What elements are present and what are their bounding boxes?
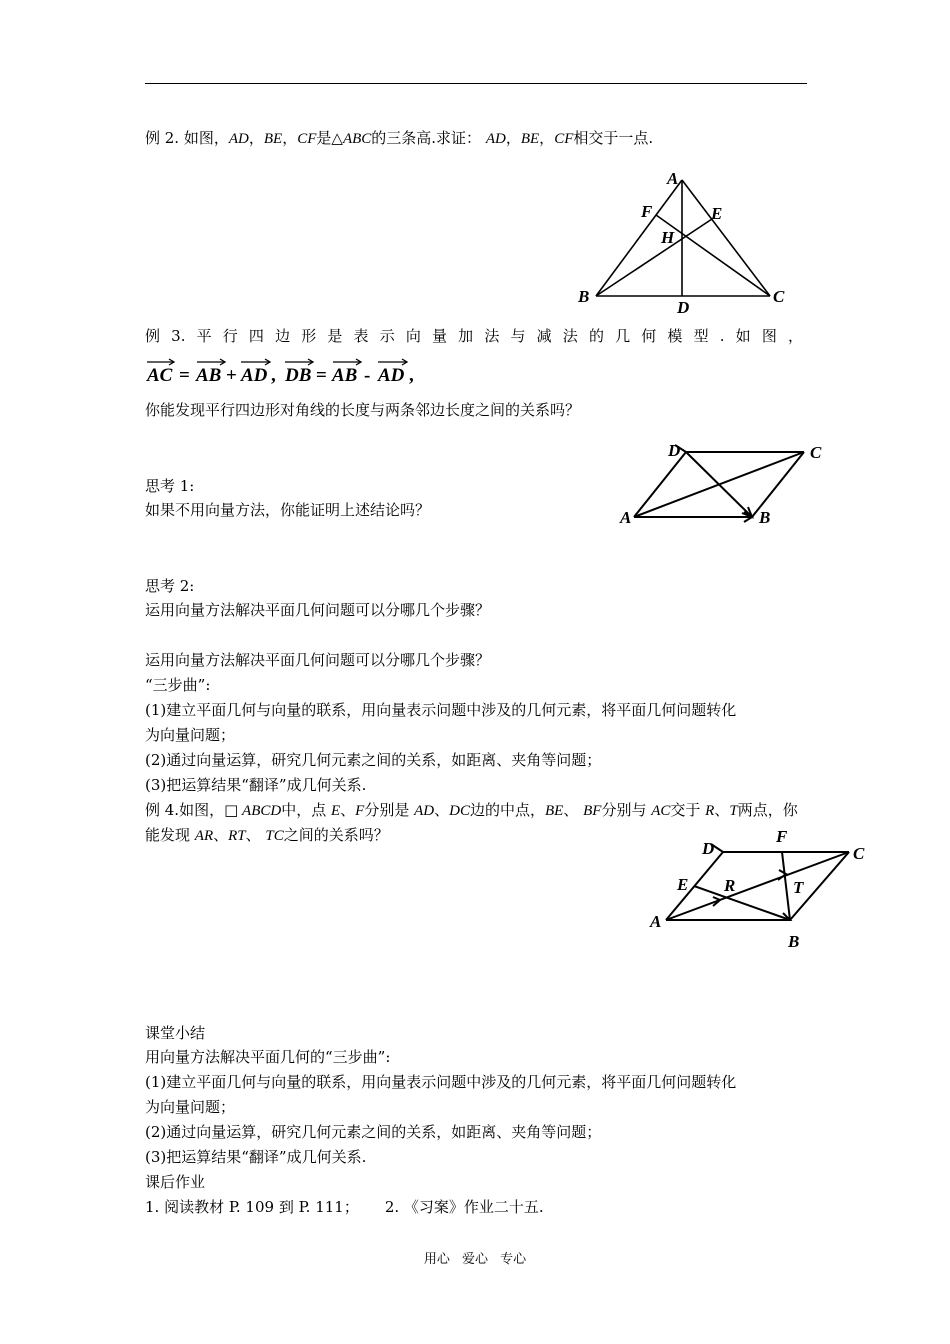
ex3-word: 形	[301, 327, 317, 345]
ex3-word: 图	[761, 327, 777, 345]
ex2-sep3: ，	[505, 129, 521, 147]
homework-items	[145, 1197, 544, 1217]
ex3-word: 法	[562, 327, 578, 345]
ex4-e: E	[330, 803, 341, 819]
side-ac	[682, 180, 770, 296]
parallelogram-figure	[615, 438, 830, 533]
ex3-word: 的	[588, 327, 604, 345]
homework-item-2: 2. 《习案》作业二十五.	[384, 1198, 544, 1216]
ex4-t: T	[729, 803, 738, 819]
label-c: C	[810, 443, 822, 462]
formula-comma: ,	[271, 365, 276, 386]
example-4-line-2	[145, 825, 389, 846]
label-h: H	[661, 228, 675, 247]
steps-step-1b: 为向量问题；	[145, 726, 236, 744]
ex4-text: 、	[213, 826, 229, 844]
ex3-word: 加	[458, 327, 474, 345]
ex4-ar: AR	[194, 828, 214, 844]
ex4-bf: BF	[583, 803, 602, 819]
ex3-word: 示	[379, 327, 395, 345]
label-a: A	[667, 169, 679, 188]
ex2-ad2: AD	[485, 131, 506, 147]
ex3-word: 行	[222, 327, 238, 345]
ex4-text: 之间的关系吗？	[283, 826, 389, 844]
formula-plus: +	[226, 365, 237, 386]
ex3-word: 减	[536, 327, 552, 345]
ex3-word: 何	[641, 327, 657, 345]
formula-ad: AD	[241, 365, 268, 386]
label-f: F	[776, 827, 788, 846]
ex3-word: 向	[405, 327, 421, 345]
ex2-mid2: 的三条高.求证：	[371, 129, 486, 147]
label-c: C	[853, 844, 865, 863]
formula-minus: -	[364, 365, 371, 386]
label-f: F	[641, 202, 653, 221]
ex3-word: 四	[248, 327, 264, 345]
header-rule	[145, 83, 807, 84]
summary-step-3: (3)把运算结果“翻译”成几何关系.	[145, 1148, 367, 1166]
ex4-text: 边的中点，	[469, 801, 545, 819]
homework-item-1: 1. 阅读教材 P. 109 到 P. 111；	[145, 1198, 359, 1216]
ex4-r: R	[705, 803, 715, 819]
ex3-word: 法	[484, 327, 500, 345]
think-1-text: 如果不用向量方法，你能证明上述结论吗？	[145, 501, 431, 519]
steps-question: 运用向量方法解决平面几何问题可以分哪几个步骤？	[145, 651, 491, 669]
steps-step-1a: (1)建立平面几何与向量的联系，用向量表示问题中涉及的几何元素，将平面几何问题转化	[145, 701, 737, 719]
ex4-f: F	[355, 803, 365, 819]
example-2-statement	[145, 128, 653, 149]
label-d: D	[677, 298, 690, 317]
ex2-abc: ABC	[342, 131, 372, 147]
triangle-figure	[570, 165, 800, 320]
label-r: R	[724, 876, 736, 895]
label-e: E	[711, 204, 723, 223]
label-c: C	[773, 287, 785, 306]
ex2-sep2: ，	[282, 129, 298, 147]
ex2-sep4: ，	[539, 129, 555, 147]
ex3-word: ，	[787, 327, 803, 345]
vector-formula	[145, 358, 445, 388]
ex4-text: 例 4.如图，	[145, 801, 225, 819]
example-4-line-1	[145, 800, 798, 821]
summary-step-1b: 为向量问题；	[145, 1098, 236, 1116]
summary-title: 课堂小结	[145, 1024, 206, 1042]
formula-ad2: AD	[378, 365, 405, 386]
ex4-text: 能发现	[145, 826, 195, 844]
label-b: B	[578, 287, 590, 306]
ex2-cf: CF	[297, 131, 317, 147]
example-3-statement	[145, 326, 803, 346]
summary-lead: 用向量方法解决平面几何的“三步曲”:	[145, 1048, 391, 1066]
ex4-text: 交于	[670, 801, 706, 819]
ex4-rt: RT	[228, 828, 246, 844]
ex4-tc: TC	[265, 828, 284, 844]
ex4-ad: AD	[414, 803, 435, 819]
ex3-word: 例	[145, 327, 161, 345]
ex3-question: 你能发现平行四边形对角线的长度与两条邻边长度之间的关系吗？	[145, 401, 581, 419]
ex2-be: BE	[263, 131, 283, 147]
steps-step-3: (3)把运算结果“翻译”成几何关系.	[145, 776, 367, 794]
ex2-prefix: 例 2. 如图，	[145, 129, 229, 147]
ex3-word: 几	[615, 327, 631, 345]
page-footer	[0, 1248, 950, 1267]
ex3-word: 量	[432, 327, 448, 345]
ex3-word: 表	[353, 327, 369, 345]
ex4-text: 、	[245, 826, 266, 844]
ex4-text: 两点，你	[737, 801, 798, 819]
ex3-word: .	[719, 327, 725, 345]
label-b: B	[759, 508, 771, 527]
ex4-text: 、	[434, 801, 450, 819]
formula-eq2: =	[316, 365, 327, 386]
formula-ac: AC	[147, 365, 173, 386]
ex2-tail: 相交于一点.	[573, 129, 654, 147]
formula-eq: =	[179, 365, 190, 386]
formula-comma2: ,	[409, 365, 414, 386]
ex3-word: 边	[275, 327, 291, 345]
ex3-word: 平	[196, 327, 212, 345]
ex3-word: 型	[693, 327, 709, 345]
ex4-abcd: ABCD	[238, 803, 282, 819]
label-e: E	[677, 875, 689, 894]
ex4-text: 分别与	[601, 801, 652, 819]
formula-ab2: AB	[332, 365, 358, 386]
label-a: A	[650, 912, 662, 931]
ex3-word: 模	[667, 327, 683, 345]
ex3-word: 是	[327, 327, 343, 345]
summary-step-1a: (1)建立平面几何与向量的联系，用向量表示问题中涉及的几何元素，将平面几何问题转化	[145, 1073, 737, 1091]
ex4-be: BE	[545, 803, 564, 819]
ex2-cf2: CF	[554, 131, 574, 147]
ex4-ac: AC	[651, 803, 671, 819]
steps-step-2: (2)通过向量运算，研究几何元素之间的关系，如距离、夹角等问题；	[145, 751, 602, 769]
homework-title: 课后作业	[145, 1173, 206, 1191]
parallelogram-symbol: □	[224, 801, 239, 819]
ex4-text: 、	[563, 801, 584, 819]
ex3-word: 与	[510, 327, 526, 345]
example-4-figure	[640, 822, 870, 954]
ex2-sep1: ，	[248, 129, 264, 147]
ex2-ad: AD	[228, 131, 249, 147]
ex3-word: 如	[735, 327, 751, 345]
ex4-text: 、	[714, 801, 730, 819]
formula-db: DB	[285, 365, 312, 386]
formula-ab: AB	[196, 365, 222, 386]
ex4-dc: DC	[449, 803, 470, 819]
ex3-word: 3.	[171, 327, 186, 345]
ex4-text: 分别是	[364, 801, 415, 819]
steps-title: “三步曲”:	[145, 676, 211, 694]
label-a: A	[620, 508, 632, 527]
ex2-be2: BE	[520, 131, 540, 147]
footer-text-c: 专心	[500, 1252, 527, 1267]
ex4-text: 中，点	[281, 801, 331, 819]
label-d: D	[668, 441, 681, 460]
label-d: D	[702, 839, 715, 858]
ex4-text: 、	[340, 801, 356, 819]
label-t: T	[793, 878, 804, 897]
ex2-mid: 是△	[316, 129, 343, 147]
think-2-text: 运用向量方法解决平面几何问题可以分哪几个步骤？	[145, 601, 491, 619]
think-1-title: 思考 1:	[145, 477, 195, 495]
think-2-title: 思考 2:	[145, 577, 195, 595]
footer-text-a: 用心	[423, 1252, 450, 1267]
label-b: B	[788, 932, 800, 951]
altitude-be	[596, 219, 712, 296]
summary-step-2: (2)通过向量运算，研究几何元素之间的关系，如距离、夹角等问题；	[145, 1123, 602, 1141]
footer-text-b: 爱心	[461, 1252, 488, 1267]
